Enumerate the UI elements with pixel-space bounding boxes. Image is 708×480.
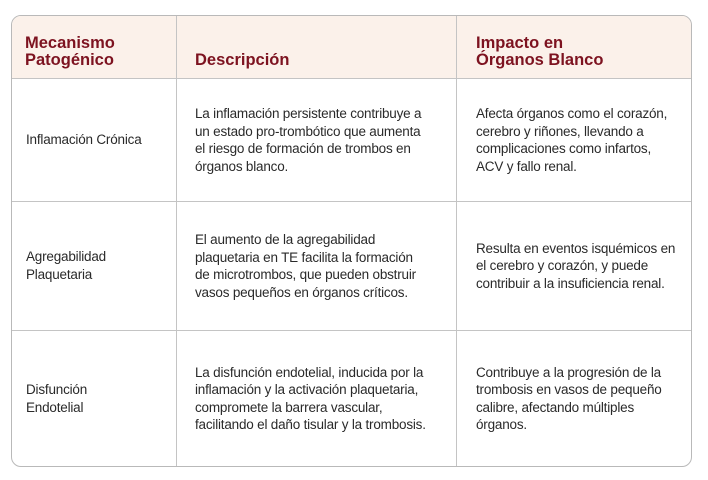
row-2-mecanismo: Agregabilidad Plaquetaria — [12, 202, 177, 331]
header-impacto: Impacto en Órganos Blanco — [457, 16, 691, 79]
header-mecanismo: Mecanismo Patogénico — [12, 16, 177, 79]
row-2-impacto: Resulta en eventos isquémicos en el cerebro y corazón, y puede contribuir a la insuficiencia renal. — [457, 202, 691, 331]
header-descripcion: Descripción — [177, 16, 457, 79]
pathogenic-mechanisms-table — [11, 15, 692, 467]
row-1-impacto: Afecta órganos como el corazón, cerebro y riñones, llevando a complicaciones como infartos, ACV y fallo renal. — [457, 79, 691, 202]
row-3-descripcion: La disfunción endotelial, inducida por la inflamación y la activación plaquetaria, compromete la barrera vascular, facilitando el daño tisular y la trombosis. — [177, 331, 457, 466]
row-3-mecanismo: Disfunción Endotelial — [12, 331, 177, 466]
row-1-mecanismo: Inflamación Crónica — [12, 79, 177, 202]
row-2-descripcion: El aumento de la agregabilidad plaquetaria en TE facilita la formación de microtrombos, que pueden obstruir vasos pequeños en órganos críticos. — [177, 202, 457, 331]
row-3-impacto: Contribuye a la progresión de la trombosis en vasos de pequeño calibre, afectando múltiples órganos. — [476, 364, 662, 432]
row-1-descripcion: La inflamación persistente contribuye a un estado pro-trombótico que aumenta el riesgo de formación de trombos en órganos blanco. — [177, 79, 457, 202]
